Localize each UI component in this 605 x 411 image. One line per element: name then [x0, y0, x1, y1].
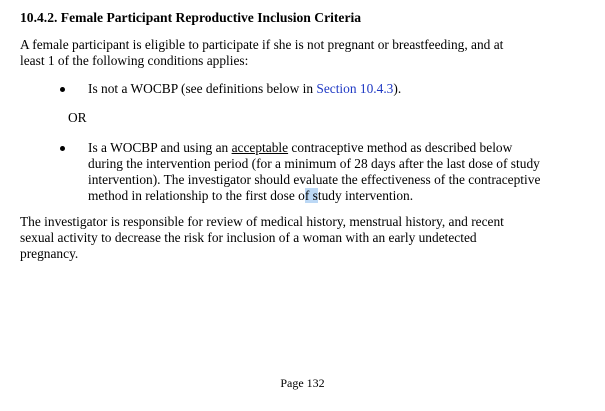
closing-line-3: pregnancy. — [20, 246, 79, 261]
bullet-icon — [60, 146, 65, 151]
bullet-2-line-4-before: method in relationship to the first dose o — [88, 188, 305, 203]
section-10-4-3-link[interactable]: Section 10.4.3 — [316, 81, 394, 96]
bullet-1-text-after: ). — [393, 81, 402, 96]
bullet-2-line-4-after: tudy intervention. — [317, 188, 414, 203]
bullet-2-line-2: during the intervention period (for a minimum of 28 days after the last dose of study — [88, 156, 540, 171]
bullet-2-line-3: intervention). The investigator should evaluate the effectiveness of the contraceptive — [88, 172, 541, 187]
closing-paragraph — [20, 214, 590, 262]
bullet-2-text-mid: contraceptive method as described below — [288, 140, 513, 155]
page-number: Page 132 — [280, 376, 325, 390]
text-selection[interactable]: f s — [304, 188, 318, 203]
bullet-item-2-text — [88, 140, 558, 204]
intro-line-1: A female participant is eligible to participate if she is not pregnant or breastfeeding, and at — [20, 37, 504, 52]
bullet-1-text-before: Is not a WOCBP (see definitions below in — [88, 81, 317, 96]
closing-line-2: sexual activity to decrease the risk for inclusion of a woman with an early undetected — [20, 230, 477, 245]
or-separator: OR — [68, 110, 87, 125]
section-heading: 10.4.2. Female Participant Reproductive Inclusion Criteria — [20, 10, 362, 25]
closing-line-1: The investigator is responsible for review of medical history, menstrual history, and recent — [20, 214, 504, 229]
intro-line-2: least 1 of the following conditions applies: — [20, 53, 249, 68]
bullet-2-text-before: Is a WOCBP and using an — [88, 140, 232, 155]
underlined-word: acceptable — [231, 140, 289, 155]
intro-paragraph — [20, 37, 590, 69]
bullet-item-1-text — [88, 81, 558, 97]
bullet-icon — [60, 87, 65, 92]
